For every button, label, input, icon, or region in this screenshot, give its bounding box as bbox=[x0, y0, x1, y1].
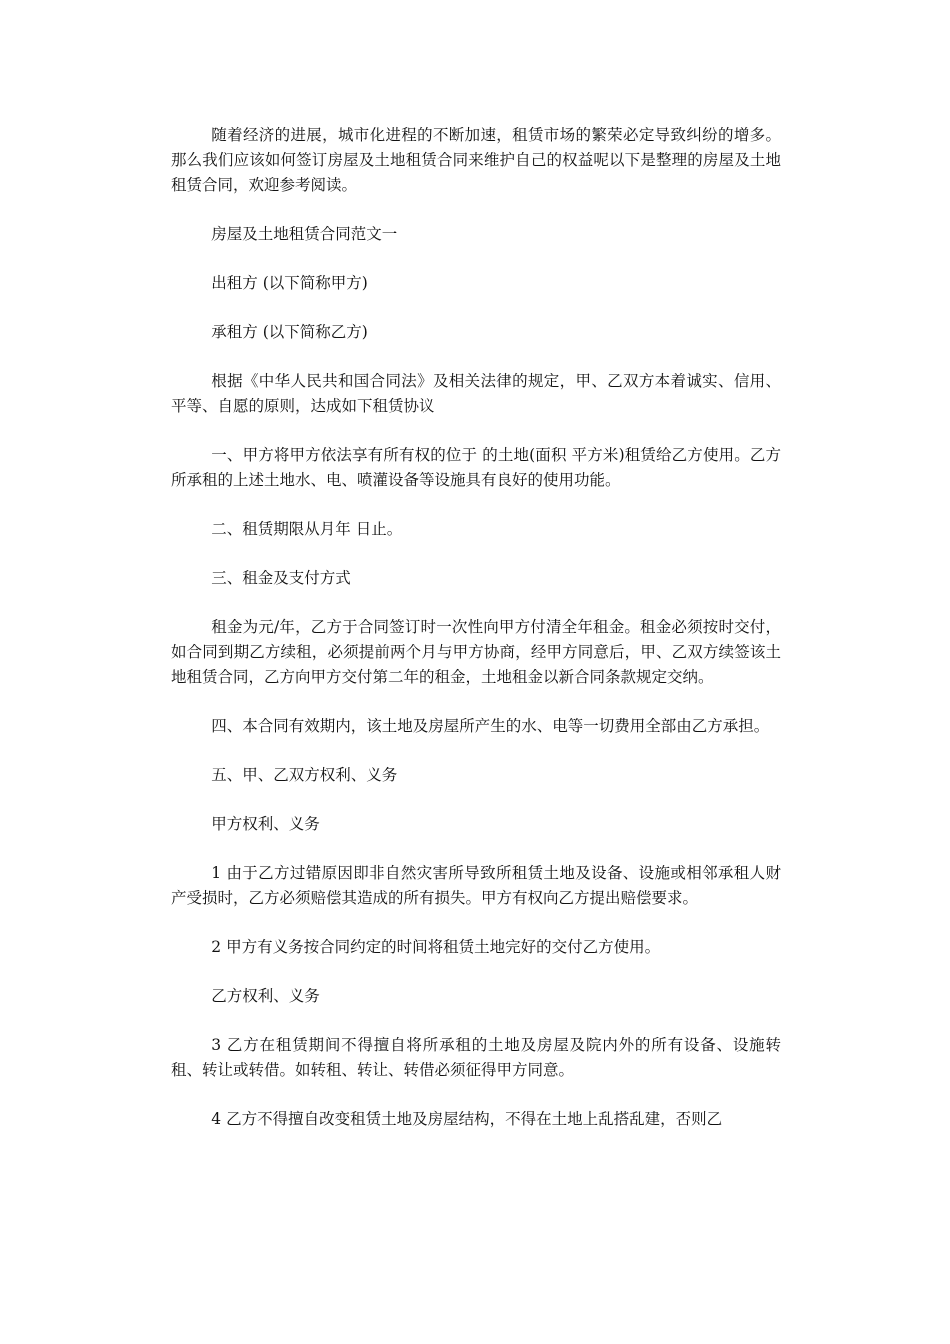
contract-title: 房屋及土地租赁合同范文一 bbox=[211, 225, 398, 243]
party-a-heading: 甲方权利、义务 bbox=[211, 815, 320, 833]
item-2: 2 甲方有义务按合同约定的时间将租赁土地完好的交付乙方使用。 bbox=[211, 938, 661, 956]
party-b-heading: 乙方权利、义务 bbox=[211, 987, 320, 1005]
clause-4: 四、本合同有效期内，该土地及房屋所产生的水、电等一切费用全部由乙方承担。 bbox=[211, 717, 770, 735]
rent-paragraph: 租金为元/年，乙方于合同签订时一次性向甲方付清全年租金。租金必须按时交付，如合同到期乙方续租，必须提前两个月与甲方协商，经甲方同意后，甲、乙双方续签该土地租赁合同，乙方向甲方交付第二年的租金，土地租金以新合同条款规定交纳。 bbox=[171, 618, 781, 686]
document-body bbox=[171, 123, 781, 1156]
clause-2: 二、租赁期限从月年 日止。 bbox=[211, 520, 403, 538]
clause-5-heading: 五、甲、乙双方权利、义务 bbox=[211, 766, 398, 784]
item-3: 3 乙方在租赁期间不得擅自将所承租的土地及房屋及院内外的所有设备、设施转租、转让或转借。如转租、转让、转借必须征得甲方同意。 bbox=[171, 1036, 781, 1079]
intro-paragraph: 随着经济的进展，城市化进程的不断加速，租赁市场的繁荣必定导致纠纷的增多。那么我们应该如何签订房屋及土地租赁合同来维护自己的权益呢以下是整理的房屋及土地租赁合同，欢迎参考阅读。 bbox=[171, 126, 781, 194]
lessor-line: 出租方 (以下简称甲方) bbox=[211, 274, 368, 292]
lessee-line: 承租方 (以下简称乙方) bbox=[211, 323, 368, 341]
item-4: 4 乙方不得擅自改变租赁土地及房屋结构，不得在土地上乱搭乱建，否则乙 bbox=[211, 1110, 723, 1128]
clause-3-heading: 三、租金及支付方式 bbox=[211, 569, 351, 587]
legal-basis-paragraph: 根据《中华人民共和国合同法》及相关法律的规定，甲、乙双方本着诚实、信用、平等、自愿的原则，达成如下租赁协议 bbox=[171, 372, 781, 415]
clause-1: 一、甲方将甲方依法享有所有权的位于 的土地(面积 平方米)租赁给乙方使用。乙方所承租的上述土地水、电、喷灌设备等设施具有良好的使用功能。 bbox=[171, 446, 781, 489]
item-1: 1 由于乙方过错原因即非自然灾害所导致所租赁土地及设备、设施或相邻承租人财产受损时，乙方必须赔偿其造成的所有损失。甲方有权向乙方提出赔偿要求。 bbox=[171, 864, 781, 907]
